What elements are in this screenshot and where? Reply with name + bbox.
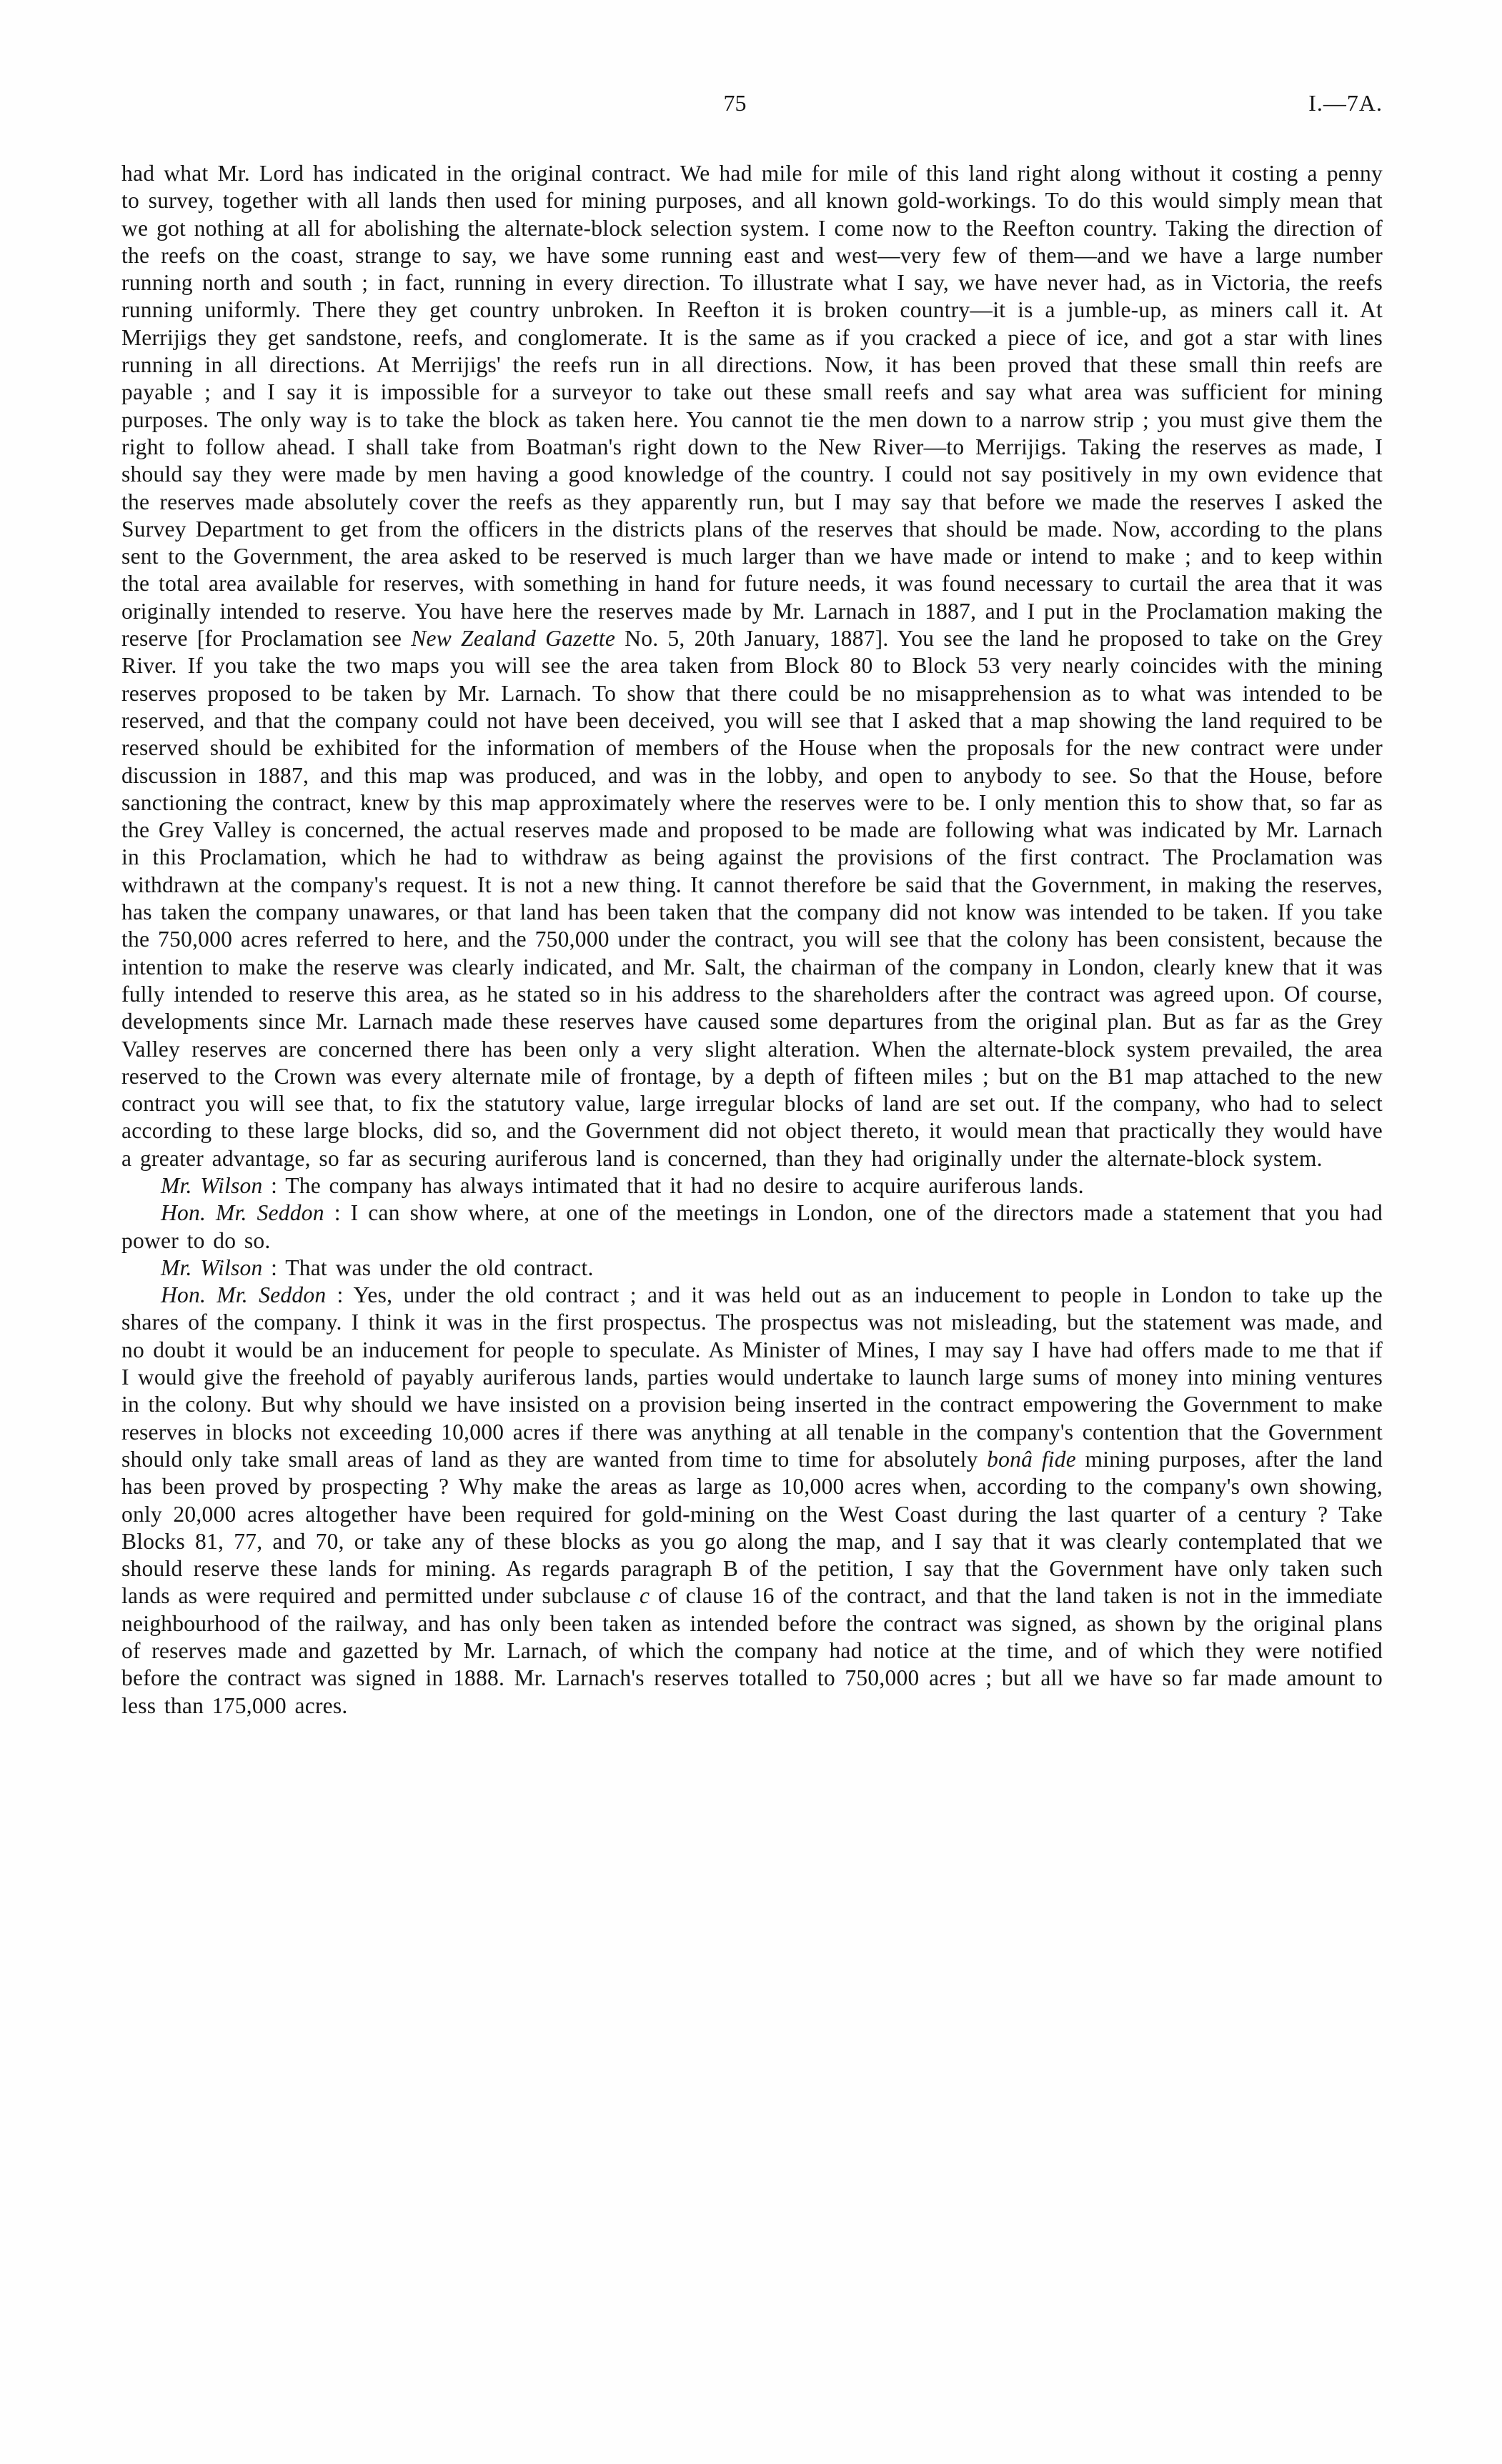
text-run: No. 5, 20th January, 1887]. You see the land he proposed to take on the Grey River. If you take the two maps you will see the area taken from Block 80 to Block 53 very nearly coincides with the mining reserves proposed to be taken by Mr. Larnach. To show that there could be no misapprehension as to what was intended to be reserved, and that the company could not have been deceived, you will see that I asked that a map showing the land required to be reserved should be exhibited for the information of members of the House when the proposals for the new contract were under discussion in 1887, and this map was produced, and was in the lobby, and open to anybody to see. So that the House, before sanctioning the contract, knew by this map approximately where the reserves were to be. I only mention this to show that, so far as the Grey Valley is concerned, the actual reserves made and proposed to be made are following what was indicated by Mr. Larnach in this Proclamation, which he had to withdraw as being against the provisions of the first contract. The Proclamation was withdrawn at the company's request. It is not a new thing. It cannot therefore be said that the Government, in making the reserves, has taken the company unawares, or that land has been taken that the company did not know was intended to be taken. If you take the 750,000 acres referred to here, and the 750,000 under the contract, you will see that the colony has been consistent, because the intention to make the reserve was clearly indicated, and Mr. Salt, the chairman of the company in London, clearly knew that it was fully intended to reserve this area, as he stated so in his address to the shareholders after the contract was agreed upon. Of course, developments since Mr. Larnach made these reserves have caused some departures from the original plan. But as far as the Grey Valley reserves are concerned there has been only a very slight alteration. When the alternate-block system prevailed, the area reserved to the Crown was every alternate mile of frontage, by a depth of fifteen miles ; but on the B1 map attached to the new contract you will see that, to fix the statutory value, large irregular blocks of land are set out. If the company, who had to select according to these large blocks, did so, and the Government did not object thereto, it would mean that practically they would have a greater advantage, so far as securing auriferous land is concerned, than they had originally under the alternate-block system. [121,626,1383,1171]
text-run: : I can show where, at one of the meetings in London, one of the directors made a statement that you had power to do so. [121,1200,1383,1253]
italic-text-run: bonâ fide [987,1446,1076,1472]
text-run: had what Mr. Lord has indicated in the original contract. We had mile for mile of this land right along without it costing a penny to survey, together with all lands then used for mining purposes, and all known gold-workings. To do this would simply mean that we got nothing at all for abolishing the alternate-block selection system. I come now to the Reefton country. Taking the direction of the reefs on the coast, strange to say, we have some running east and west—very few of them—and we have a large number running north and south ; in fact, running in every direction. To illustrate what I say, we have never had, as in Victoria, the reefs running uniformly. There they get country unbroken. In Reefton it is broken country—it is a jumble-up, as miners call it. At Merrijigs they get sandstone, reefs, and conglomerate. It is the same as if you cracked a piece of ice, and got a star with lines running in all directions. At Merrijigs' the reefs run in all directions. Now, it has been proved that these small thin reefs are payable ; and I say it is impossible for a surveyor to take out these small reefs and say what area was sufficient for mining purposes. The only way is to take the block as taken here. You cannot tie the men down to a narrow strip ; you must give them the right to follow ahead. I shall take from Boatman's right down to the New River—to Merrijigs. Taking the reserves as made, I should say they were made by men having a good knowledge of the country. I could not say positively in my own evidence that the reserves made absolutely cover the reefs as they apparently run, but I may say that before we made the reserves I asked the Survey Department to get from the officers in the districts plans of the reserves that should be made. Now, according to the plans sent to the Government, the area asked to be reserved is much larger than we have made or intend to make ; and to keep within the total area available for reserves, with something in hand for future needs, it was found necessary to curtail the area that it was originally intended to reserve. You have here the reserves made by Mr. Larnach in 1887, and I put in the Proclamation making the reserve [for Proclamation see [121,161,1383,652]
paragraph [121,160,1383,1172]
italic-text-run: Mr. Wilson [161,1172,263,1198]
text-run: of clause 16 of the contract, and that the land taken is not in the immediate neighbourhood of the railway, and has only been taken as intended before the contract was signed, as shown by the original plans of reserves made and gazetted by Mr. Larnach, of which the company had notice at the time, and of which they were notified before the contract was signed in 1888. Mr. Larnach's reserves totalled to 750,000 acres ; but all we have so far made amount to less than 175,000 acres. [121,1583,1383,1718]
document-reference: I.—7A. [1308,90,1383,116]
italic-text-run: c [639,1583,650,1609]
italic-text-run: Hon. Mr. Seddon [161,1200,324,1226]
italic-text-run: Hon. Mr. Seddon [161,1282,327,1308]
italic-text-run: Mr. Wilson [161,1255,263,1280]
italic-text-run: New Zealand Gazette [411,626,616,652]
text-run: : The company has always intimated that it had no desire to acquire auriferous lands. [262,1172,1084,1198]
paragraph [121,1172,1383,1199]
page-number: 75 [723,90,747,116]
text-run: : That was under the old contract. [262,1255,594,1280]
document-body [121,160,1383,1720]
paragraph [121,1282,1383,1720]
paragraph [121,1199,1383,1255]
page-header [121,90,1383,123]
text-run: mining purposes, after the land has been proved by prospecting ? Why make the areas as large as 10,000 acres when, according to the company's own showing, only 20,000 acres altogether have been required for gold-mining on the West Coast during the last quarter of a century ? Take Blocks 81, 77, and 70, or take any of these blocks as you go along the map, and I say that it was clearly contemplated that we should reserve these lands for mining. As regards paragraph B of the petition, I say that the Government have only taken such lands as were required and permitted under subclause [121,1446,1383,1609]
paragraph [121,1255,1383,1282]
text-run: : Yes, under the old contract ; and it was held out as an inducement to people in London to take up the shares of the company. I think it was in the first prospectus. The prospectus was not misleading, but the statement was made, and no doubt it would be an inducement for people to speculate. As Minister of Mines, I may say I have had offers made to me that if I would give the freehold of payably auriferous lands, parties would undertake to launch large sums of money into mining ventures in the colony. But why should we have insisted on a provision being inserted in the contract empowering the Government to make reserves in blocks not exceeding 10,000 acres if there was anything at all tenable in the company's contention that the Government should only take small areas of land as they are wanted from time to time for absolutely [121,1282,1383,1472]
